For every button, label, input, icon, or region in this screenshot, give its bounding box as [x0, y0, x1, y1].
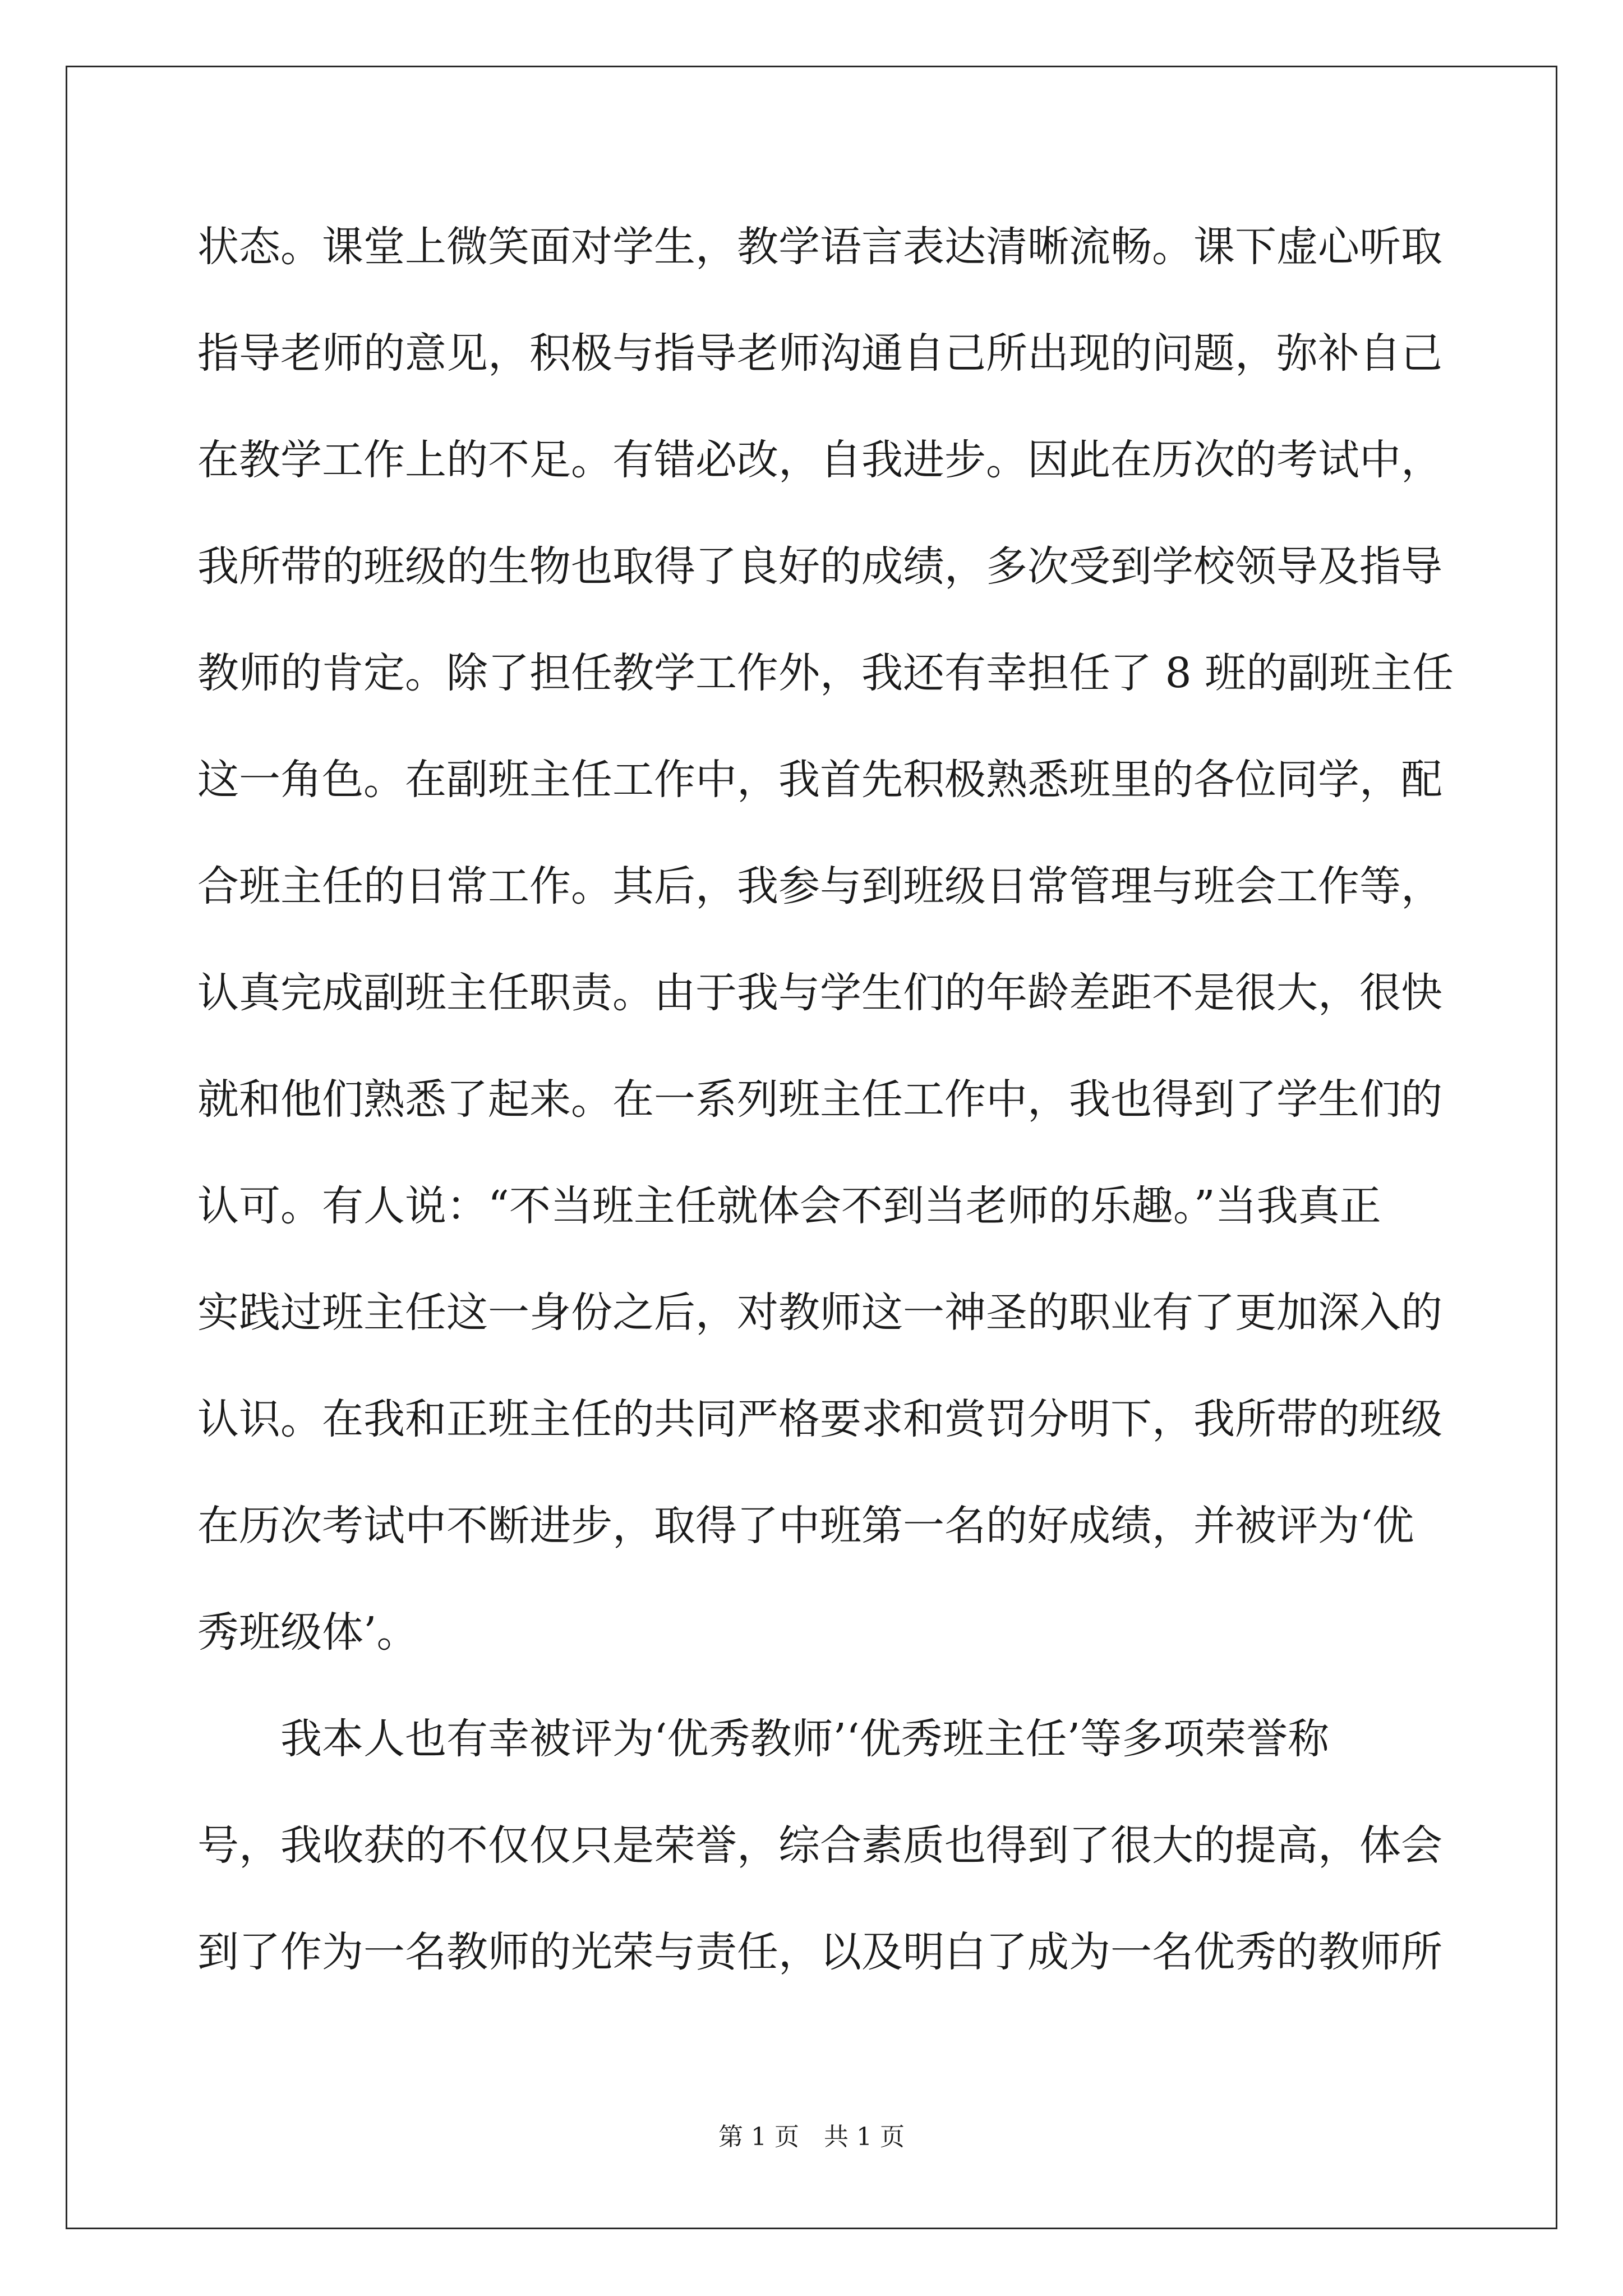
text-line: 实践过班主任这一身份之后，对教师这一神圣的职业有了更加深入的 [197, 1289, 1442, 1337]
text-line: 认识。在我和正班主任的共同严格要求和赏罚分明下，我所带的班级 [197, 1395, 1442, 1443]
text-line: 教师的肯定。除了担任教学工作外，我还有幸担任了 8 班的副班主任 [197, 649, 1454, 697]
text-line: 合班主任的日常工作。其后，我参与到班级日常管理与班会工作等， [197, 862, 1442, 910]
text-line: 号，我收获的不仅仅只是荣誉，综合素质也得到了很大的提高，体会 [197, 1821, 1442, 1870]
text-line: 到了作为一名教师的光荣与责任，以及明白了成为一名优秀的教师所 [197, 1928, 1442, 1976]
text-line: 秀班级体’。 [197, 1608, 418, 1657]
text-line: 这一角色。在副班主任工作中，我首先积极熟悉班里的各位同学，配 [197, 756, 1442, 804]
text-line: 我所带的班级的生物也取得了良好的成绩，多次受到学校领导及指导 [197, 542, 1442, 591]
page-number-footer: 第 1 页 共 1 页 [718, 2123, 905, 2151]
paragraph-start-line: 我本人也有幸被评为‘优秀教师’‘优秀班主任’等多项荣誉称 [280, 1715, 1330, 1763]
text-line: 在历次考试中不断进步，取得了中班第一名的好成绩，并被评为‘优 [197, 1502, 1414, 1550]
text-line: 在教学工作上的不足。有错必改，自我进步。因此在历次的考试中， [197, 436, 1442, 484]
text-line: 指导老师的意见，积极与指导老师沟通自己所出现的问题，弥补自己 [197, 329, 1442, 378]
text-line: 认可。有人说：“不当班主任就体会不到当老师的乐趣。”当我真正 [197, 1182, 1381, 1230]
text-line: 状态。课堂上微笑面对学生，教学语言表达清晰流畅。课下虚心听取 [197, 223, 1442, 271]
text-line: 就和他们熟悉了起来。在一系列班主任工作中，我也得到了学生们的 [197, 1075, 1442, 1124]
text-line: 认真完成副班主任职责。由于我与学生们的年龄差距不是很大，很快 [197, 969, 1442, 1017]
page-border [66, 66, 1557, 2229]
